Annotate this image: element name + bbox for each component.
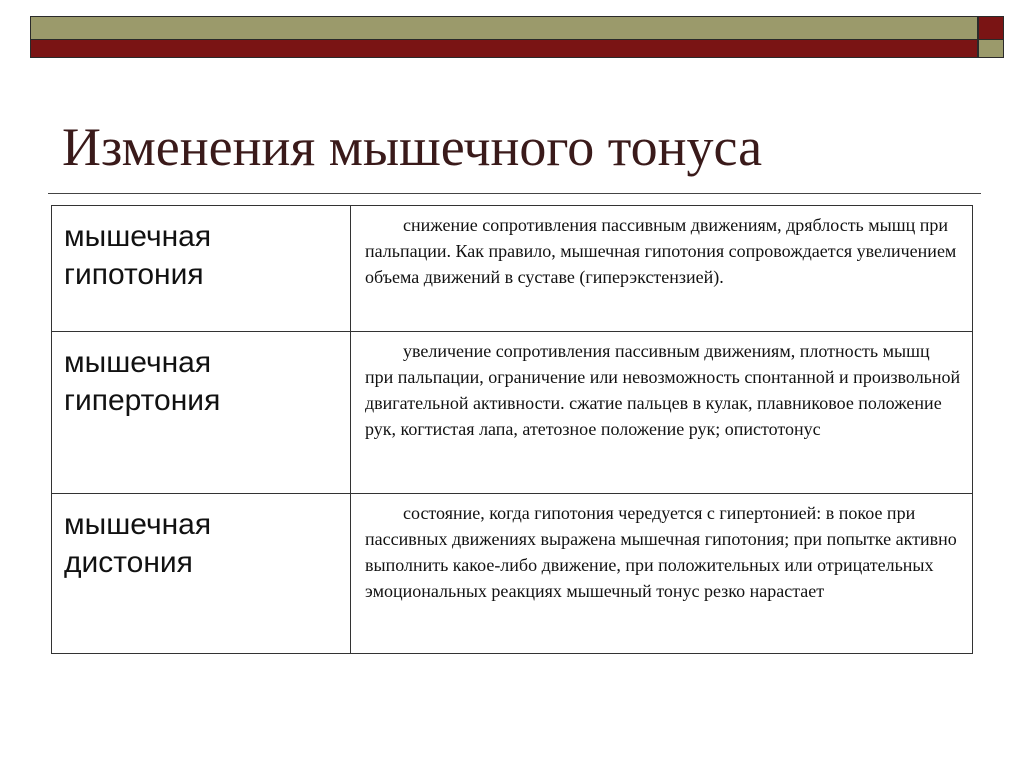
header-square-olive: [978, 40, 1004, 58]
term-cell-hypotonia: мышечная гипотония: [52, 206, 351, 332]
description-cell-hypertonia: увеличение сопротивления пассивным движениям, плотность мышц при пальпации, ограничение или невозможность спонтанной и произвольной двигательной активности. сжатие пальцев в кулак, плавниковое положение рук, когтистая лапа, атетозное положение рук; опистотонус: [351, 332, 973, 494]
table-row: [52, 494, 973, 654]
term-cell-dystonia: мышечная дистония: [52, 494, 351, 654]
description-cell-dystonia: состояние, когда гипотония чередуется с гипертонией: в покое при пассивных движениях выражена мышечная гипотония; при попытке активно выполнить какое-либо движение, при положительных или отрицательных эмоциональных реакциях мышечный тонус резко нарастает: [351, 494, 973, 654]
header-bar-olive: [30, 16, 978, 40]
table-row: [52, 332, 973, 494]
header-square-maroon: [978, 16, 1004, 40]
muscle-tone-table: [51, 205, 973, 654]
term-cell-hypertonia: мышечная гипертония: [52, 332, 351, 494]
table-row: [52, 206, 973, 332]
description-cell-hypotonia: снижение сопротивления пассивным движениям, дряблость мышц при пальпации. Как правило, мышечная гипотония сопровождается увеличением объема движений в суставе (гиперэкстензией).: [351, 206, 973, 332]
header-bar-maroon: [30, 40, 978, 58]
title-underline: [48, 193, 981, 194]
slide-title: Изменения мышечного тонуса: [62, 117, 763, 177]
